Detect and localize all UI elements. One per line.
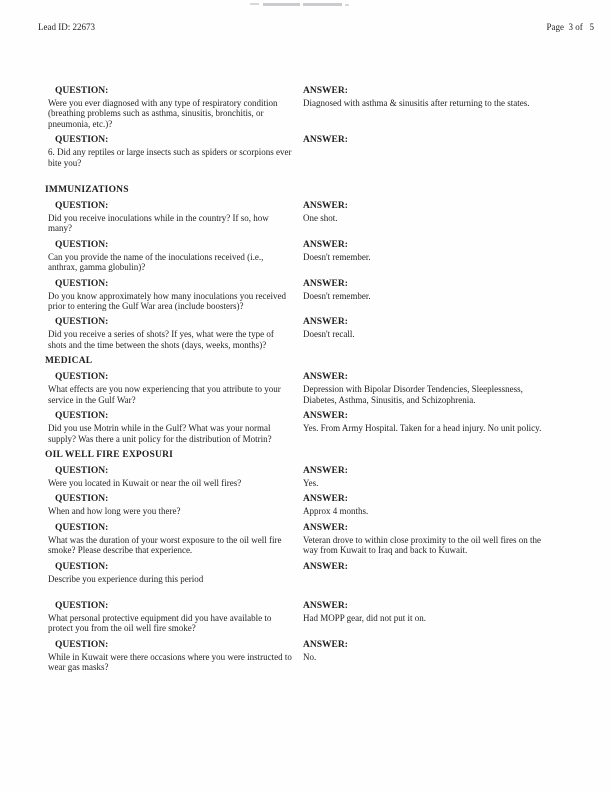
section-medical (45, 356, 566, 444)
qa-row (45, 601, 566, 634)
qa-row (45, 86, 566, 129)
qa-row (45, 240, 566, 273)
qa-row (45, 372, 566, 405)
section-title-immunizations: IMMUNIZATIONS (45, 185, 129, 196)
question-cell (45, 601, 303, 634)
qa-row (45, 562, 566, 584)
answer-label: ANSWER: (303, 639, 348, 650)
answer-cell (303, 86, 566, 129)
question-text: 6. Did any reptiles or large insects such as spiders or scorpions ever bite you? (48, 147, 292, 168)
answer-cell (303, 562, 566, 584)
question-text: What effects are you now experiencing that you attribute to your service in the Gulf War? (48, 384, 281, 405)
section-immunizations (45, 185, 566, 350)
qa-row (45, 466, 566, 488)
answer-label: ANSWER: (303, 561, 348, 572)
answer-cell (303, 640, 566, 673)
answer-cell (303, 523, 566, 556)
scan-artifact-smudge (263, 3, 300, 6)
question-text: Can you provide the name of the inoculations received (i.e., anthrax, gamma globulin)? (48, 251, 264, 273)
question-text: Describe you experience during this period (48, 573, 204, 584)
answer-cell (303, 240, 566, 273)
scan-artifact-smudge (345, 4, 349, 6)
answer-label: ANSWER: (303, 465, 348, 476)
page-header (38, 22, 594, 33)
section-respiratory (45, 86, 566, 168)
question-cell (45, 201, 303, 234)
answer-cell (303, 317, 566, 350)
scan-artifact-smudge (303, 3, 342, 6)
qa-row (45, 523, 566, 556)
question-label: QUESTION: (55, 522, 109, 533)
qa-row (45, 640, 566, 673)
question-text: Did you receive inoculations while in the country? If so, how many? (48, 213, 269, 234)
qa-row (45, 201, 566, 234)
answer-label: ANSWER: (303, 494, 348, 505)
question-label: QUESTION: (55, 639, 109, 650)
answer-text: Diagnosed with asthma & sinusitis after returning to the states. (303, 98, 530, 108)
question-text: What was the duration of your worst exposure to the oil well fire smoke? Please describe that experience. (48, 534, 282, 556)
question-label: QUESTION: (55, 86, 109, 96)
answer-text: One shot. (303, 213, 338, 224)
question-cell (45, 86, 303, 129)
answer-text: No. (303, 651, 317, 662)
answer-cell (303, 372, 566, 405)
answer-label: ANSWER: (303, 86, 348, 96)
answer-label: ANSWER: (303, 239, 348, 250)
answer-label: ANSWER: (303, 317, 348, 328)
question-cell (45, 135, 303, 168)
answer-label: ANSWER: (303, 201, 348, 212)
answer-label: ANSWER: (303, 600, 348, 611)
answer-cell (303, 466, 566, 488)
question-cell (45, 411, 303, 444)
question-text: Did you use Motrin while in the Gulf? What was your normal supply? Was there a unit policy for the distribution of Motrin? (48, 423, 272, 444)
question-cell (45, 279, 303, 312)
question-text: While in Kuwait were there occasions where you were instructed to wear gas masks? (48, 651, 292, 673)
qa-row (45, 317, 566, 350)
question-label: QUESTION: (55, 411, 109, 422)
question-cell (45, 640, 303, 673)
answer-text: Doesn't recall. (303, 329, 355, 340)
question-label: QUESTION: (55, 239, 109, 250)
answer-cell (303, 601, 566, 634)
section-title-oil-well-fire: OIL WELL FIRE EXPOSURI (45, 449, 174, 460)
qa-row (45, 494, 566, 516)
question-label: QUESTION: (55, 494, 109, 505)
question-text: What personal protective equipment did you have available to protect you from the oil well fire smoke? (48, 612, 272, 634)
question-text: When and how long were you there? (48, 506, 181, 517)
qa-row (45, 411, 566, 444)
answer-cell (303, 201, 566, 234)
answer-text: Depression with Bipolar Disorder Tendencies, Sleeplessness, Diabetes, Asthma, Sinusitis, and Schizophrenia. (303, 384, 523, 405)
qa-content (45, 86, 566, 679)
question-cell (45, 494, 303, 516)
answer-label: ANSWER: (303, 135, 348, 146)
qa-row (45, 279, 566, 312)
answer-cell (303, 494, 566, 516)
answer-text: Doesn't remember. (303, 251, 371, 262)
section-oil-well-fire (45, 450, 566, 673)
question-text: Do you know approximately how many inoculations you received prior to entering the Gulf War area (include boosters)? (48, 290, 286, 312)
answer-text: Yes. (303, 477, 319, 488)
question-cell (45, 240, 303, 273)
scan-artifact-smudge (250, 3, 259, 5)
question-label: QUESTION: (55, 201, 109, 212)
question-cell (45, 372, 303, 405)
question-text: Were you located in Kuwait or near the oil well fires? (48, 477, 242, 488)
answer-cell (303, 135, 566, 168)
section-title-medical: MEDICAL (45, 356, 93, 367)
answer-text: Veteran drove to within close proximity to the oil well fires on the way from Kuwait to Iraq and back to Kuwait. (303, 534, 541, 556)
question-text: Were you ever diagnosed with any type of respiratory condition (breathing problems such as asthma, sinusitis, bronchitis, or pneumonia, etc.)? (48, 98, 278, 129)
question-label: QUESTION: (55, 561, 109, 572)
answer-text: Approx 4 months. (303, 506, 369, 517)
page-number-label: Page 3 of 5 (546, 22, 594, 32)
question-cell (45, 523, 303, 556)
question-label: QUESTION: (55, 278, 109, 289)
answer-cell (303, 411, 566, 444)
answer-cell (303, 279, 566, 312)
answer-text: Doesn't remember. (303, 290, 371, 301)
answer-label: ANSWER: (303, 278, 348, 289)
question-label: QUESTION: (55, 135, 109, 146)
answer-label: ANSWER: (303, 522, 348, 533)
answer-text: Had MOPP gear, did not put it on. (303, 612, 427, 623)
question-text: Did you receive a series of shots? If yes, what were the type of shots and the time between the shots (days, weeks, months)? (48, 329, 274, 350)
question-cell (45, 562, 303, 584)
answer-label: ANSWER: (303, 411, 348, 422)
qa-row (45, 135, 566, 168)
lead-id-label: Lead ID: 22673 (38, 22, 95, 32)
answer-label: ANSWER: (303, 372, 348, 383)
question-cell (45, 317, 303, 350)
question-label: QUESTION: (55, 317, 109, 328)
question-label: QUESTION: (55, 600, 109, 611)
question-cell (45, 466, 303, 488)
question-label: QUESTION: (55, 465, 109, 476)
question-label: QUESTION: (55, 372, 109, 383)
answer-text: Yes. From Army Hospital. Taken for a head injury. No unit policy. (303, 423, 542, 434)
